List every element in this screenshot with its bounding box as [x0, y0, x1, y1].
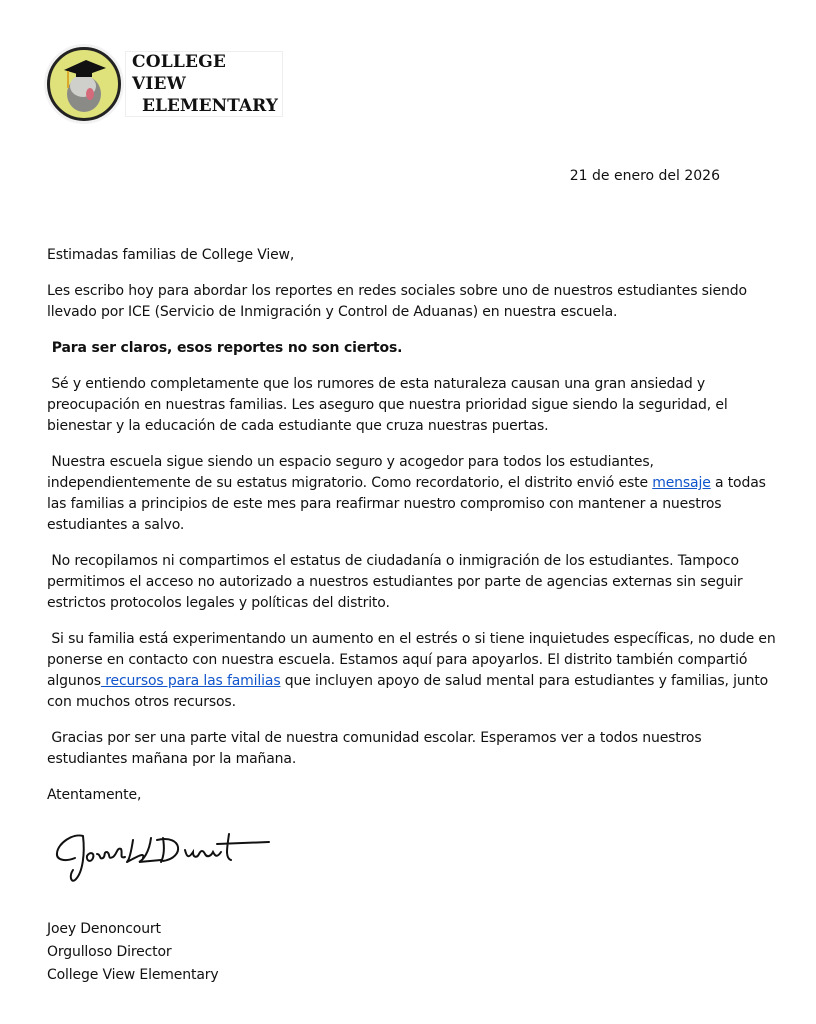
mensaje-link[interactable]: mensaje [652, 475, 711, 491]
signer-block [47, 918, 782, 987]
paragraph [47, 728, 782, 770]
signer-title: Orgulloso Director [47, 944, 172, 960]
logo-line-2: ELEMENTARY [142, 96, 278, 116]
paragraph-text: Si su familia está experimentando un aumento en el estrés o si tiene inquietudes específicas, no dude en ponerse en contacto con nuestra escuela. Estamos aquí para apoyarlos. El distrito también compartió algunos [47, 631, 776, 689]
paragraph-text: Gracias por ser una parte vital de nuestra comunidad escolar. Esperamos ver a todos nuestros estudiantes mañana por la mañana. [47, 730, 702, 767]
paragraph-text: que incluyen apoyo de salud mental para estudiantes y familias, junto con muchos otros recursos. [47, 673, 769, 710]
paragraph [47, 551, 782, 614]
bold-statement-text: Para ser claros, esos reportes no son ciertos. [51, 340, 403, 356]
bulldog-mascot-icon [47, 47, 121, 121]
bold-statement [47, 338, 782, 359]
letter-body [47, 245, 782, 987]
closing: Atentamente, [47, 787, 142, 803]
paragraph-text: Nuestra escuela sigue siendo un espacio seguro y acogedor para todos los estudiantes, independientemente de su estatus migratorio. Como recordatorio, el distrito envió este [47, 454, 654, 491]
paragraph-text: a todas las familias a principios de este mes para reafirmar nuestro compromiso con mantener a nuestros estudiantes a salvo. [47, 475, 766, 533]
paragraph [47, 452, 782, 536]
paragraph-text: No recopilamos ni compartimos el estatus de ciudadanía o inmigración de los estudiantes. Tampoco permitimos el acceso no autorizado a nuestros estudiantes por parte de agencias externas sin seguir estrictos protocolos legales y políticas del distrito. [47, 553, 743, 611]
paragraph: Les escribo hoy para abordar los reportes en redes sociales sobre uno de nuestros estudiantes siendo llevado por ICE (Servicio de Inmigración y Control de Aduanas) en nuestra escuela. [47, 283, 747, 320]
handwritten-signature [53, 828, 782, 888]
family-resources-link[interactable]: recursos para las familias [100, 673, 281, 689]
signer-name: Joey Denoncourt [47, 921, 161, 937]
letter-date: 21 de enero del 2026 [569, 168, 720, 184]
school-logo [47, 47, 283, 121]
paragraph [47, 629, 782, 713]
school-name [125, 51, 283, 117]
paragraph-text: Sé y entiendo completamente que los rumores de esta naturaleza causan una gran ansiedad y preocupación en nuestras familias. Les aseguro que nuestra prioridad sigue siendo la seguridad, el bienestar y la educación de cada estudiante que cruza nuestras puertas. [47, 376, 728, 434]
paragraph [47, 374, 782, 437]
logo-line-1: COLLEGE VIEW [132, 52, 227, 94]
greeting: Estimadas familias de College View, [47, 247, 295, 263]
signer-school: College View Elementary [47, 967, 219, 983]
